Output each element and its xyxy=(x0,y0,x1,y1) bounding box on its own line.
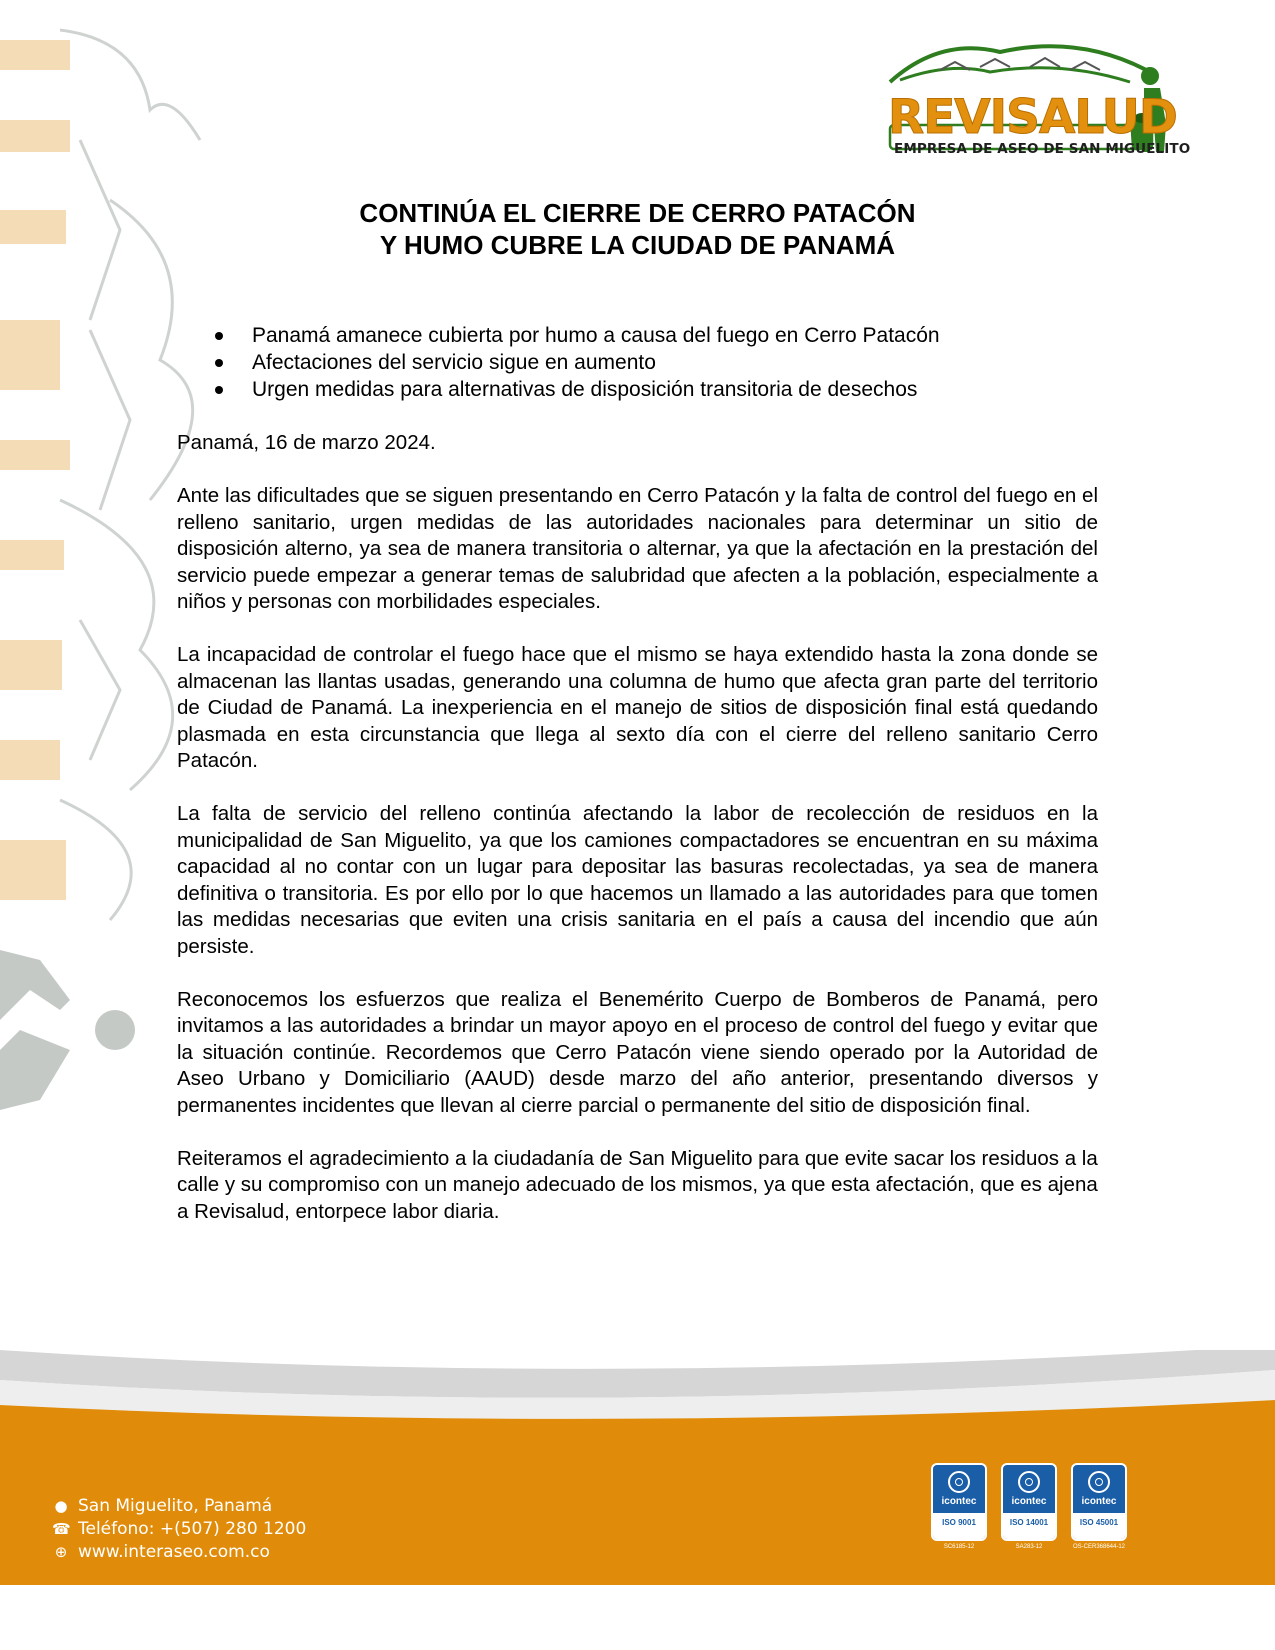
website-link[interactable]: www.interaseo.com.co xyxy=(78,1542,270,1562)
list-item: Panamá amanece cubierta por humo a causa del fuego en Cerro Patacón xyxy=(190,322,940,349)
cert-standard: ISO 45001 xyxy=(1073,1513,1125,1539)
phone-icon: ☎ xyxy=(52,1520,71,1538)
phone-text: Teléfono: +(507) 280 1200 xyxy=(78,1519,307,1539)
cert-code: SA283-12 xyxy=(1015,1544,1043,1550)
press-release-title xyxy=(0,197,1275,261)
cert-code: OS-CER368644-12 xyxy=(1072,1544,1126,1550)
logo-tagline: EMPRESA DE ASEO DE SAN MIGUELITO xyxy=(894,141,1191,157)
contact-info xyxy=(52,1495,306,1564)
highlights-list xyxy=(190,322,940,403)
icontec-icon xyxy=(948,1471,970,1493)
paragraph: La falta de servicio del relleno continúa afectando la labor de recolección de residuos en la municipalidad de San Miguelito, ya que los camiones compactadores se encuentran en su máxima capacidad al no contar con un lugar para depositar las basuras recolectadas, ya sea de manera definitiva o transitoria. Es por ello por lo que hacemos un llamado a las autoridades para que tomen las medidas necesarias que eviten una crisis sanitaria en el país a causa del incendio que aún persiste. xyxy=(177,802,1098,958)
dateline: Panamá, 16 de marzo 2024. xyxy=(177,431,436,454)
cert-standard: ISO 14001 xyxy=(1003,1513,1055,1539)
revisalud-logo xyxy=(880,42,1240,162)
icontec-icon xyxy=(1018,1471,1040,1493)
cert-code: SC6185-12 xyxy=(943,1544,975,1550)
paragraph: Reconocemos los esfuerzos que realiza el Benemérito Cuerpo de Bomberos de Panamá, pero invitamos a las autoridades a brindar un mayor apoyo en el proceso de control del fuego y evitar que la situación continúe. Recordemos que Cerro Patacón viene siendo operado por la Autoridad de Aseo Urbano y Domiciliario (AAUD) desde marzo del año anterior, presentando diversos y permanentes incidentes que llevan al cierre parcial o permanente del sitio de disposición final. xyxy=(177,987,1098,1117)
icontec-icon xyxy=(1088,1471,1110,1493)
logo-wordmark: REVISALUD xyxy=(888,90,1177,145)
list-item: Urgen medidas para alternativas de disposición transitoria de desechos xyxy=(190,376,940,403)
cert-brand: icontec xyxy=(1081,1496,1117,1507)
cert-brand: icontec xyxy=(1011,1496,1047,1507)
contact-phone xyxy=(52,1518,306,1541)
paragraph: La incapacidad de controlar el fuego hace que el mismo se haya extendido hasta la zona donde se almacenan las llantas usadas, generando una columna de humo que afecta gran parte del territorio de Ciudad de Panamá. La inexperiencia en el manejo de sitios de disposición final está quedando plasmada en esta circunstancia que llega al sexto día con el cierre del relleno sanitario Cerro Patacón. xyxy=(177,643,1098,772)
cert-standard: ISO 9001 xyxy=(933,1513,985,1539)
title-line-2: Y HUMO CUBRE LA CIUDAD DE PANAMÁ xyxy=(379,230,896,260)
cert-badge-iso-45001 xyxy=(1070,1463,1128,1550)
cert-badge-iso-9001 xyxy=(930,1463,988,1550)
article-body xyxy=(177,430,1098,1252)
paragraph: Reiteramos el agradecimiento a la ciudadanía de San Miguelito para que evite sacar los residuos a la calle y su compromiso con un manejo adecuado de los mismos, ya que esta afectación, que es ajena a Revisalud, entorpece labor diaria. xyxy=(177,1146,1098,1223)
cert-brand: icontec xyxy=(941,1496,977,1507)
list-item: Afectaciones del servicio sigue en aumento xyxy=(190,349,940,376)
paragraph: Ante las dificultades que se siguen presentando en Cerro Patacón y la falta de control del fuego en el relleno sanitario, urgen medidas de las autoridades nacionales para determinar un sitio de disposición alterno, ya sea de manera transitoria o alternar, ya que la afectación en la prestación del servicio puede empezar a generar temas de salubridad que afecten a la población, especialmente a niños y personas con morbilidades especiales. xyxy=(177,484,1098,613)
certification-badges xyxy=(930,1463,1128,1550)
location-pin-icon: ● xyxy=(54,1497,68,1515)
cert-badge-iso-14001 xyxy=(1000,1463,1058,1550)
contact-website xyxy=(52,1541,306,1564)
contact-location xyxy=(52,1495,306,1518)
location-text: San Miguelito, Panamá xyxy=(78,1496,273,1516)
title-line-1: CONTINÚA EL CIERRE DE CERRO PATACÓN xyxy=(359,198,916,228)
globe-icon: ⊕ xyxy=(54,1543,68,1561)
